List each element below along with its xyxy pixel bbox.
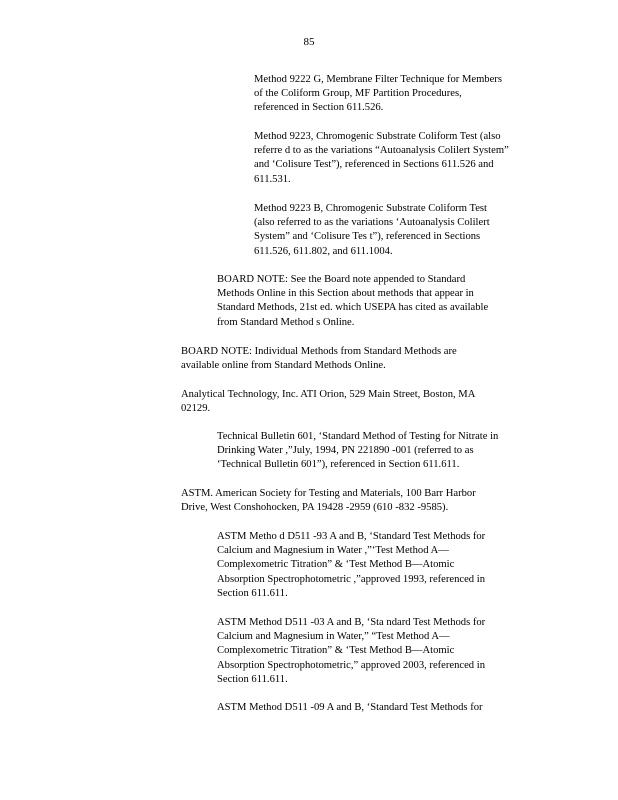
text-line: Section 611.611. [217, 587, 288, 599]
text-line: 611.526, 611.802, and 611.1004. [254, 245, 393, 257]
text-line: Technical Bulletin 601, ‘Standard Method of Testing for Nitrate in [217, 431, 499, 442]
text-line: from Standard Method s Online. [217, 316, 355, 328]
text-line: Absorption Spectrophotometric ,”approved 1993, referenced in [217, 573, 485, 585]
text-line: System” and ‘Colisure Tes t”), referenced in Sections [254, 231, 481, 243]
text-line: 611.531. [254, 173, 291, 185]
text-line: Drive, West Conshohocken, PA 19428 -2959 (610 -832 -9585). [181, 502, 449, 514]
text-line: 02129. [181, 403, 211, 415]
text-line: Complexometric Titration” & ‘Test Method B—Atomic [217, 645, 455, 657]
text-line: ASTM Method D511 -09 A and B, ‘Standard Test Methods for [217, 702, 483, 713]
text-line: referenced in Section 611.526. [254, 102, 384, 114]
text-line: BOARD NOTE: See the Board note appended to Standard [217, 274, 466, 285]
text-line: Absorption Spectrophotometric,” approved 2003, referenced in [217, 659, 485, 671]
text-line: ASTM. American Society for Testing and Materials, 100 Barr Harbor [181, 488, 476, 499]
text-line: ASTM Metho d D511 -93 A and B, ‘Standard Test Methods for [217, 531, 486, 542]
text-line: available online from Standard Methods Online. [181, 360, 386, 372]
text-line: BOARD NOTE: Individual Methods from Standard Methods are [181, 346, 457, 357]
paragraph-board-note-individual [181, 345, 537, 373]
text-line: Drinking Water ,”July, 1994, PN 221890 -001 (referred to as [217, 445, 474, 457]
text-line: (also referred to as the variations ‘Autoanalysis Colilert [254, 217, 490, 229]
paragraph-technical-bulletin [217, 430, 539, 473]
text-line: Method 9222 G, Membrane Filter Technique for Members [254, 74, 502, 85]
text-line: Method 9223 B, Chromogenic Substrate Coliform Test [254, 203, 487, 214]
paragraph-analytical-technology [181, 388, 537, 416]
page-number: 85 [303, 36, 315, 48]
text-line: Method 9223, Chromogenic Substrate Coliform Test (also [254, 131, 501, 142]
text-line: Analytical Technology, Inc. ATI Orion, 529 Main Street, Boston, MA [181, 389, 476, 400]
text-line: ASTM Method D511 -03 A and B, ‘Sta ndard Test Methods for [217, 617, 486, 628]
text-line: ‘Technical Bulletin 601”), referenced in Section 611.611. [217, 459, 460, 471]
text-line: Methods Online in this Section about methods that appear in [217, 288, 474, 300]
text-line: Standard Methods, 21st ed. which USEPA has cited as available [217, 302, 489, 314]
paragraph-method-9223 [254, 130, 534, 187]
text-line: and ‘Colisure Test”), referenced in Sections 611.526 and [254, 159, 494, 171]
paragraph-astm-d511-09 [217, 701, 539, 715]
text-line: of the Coliform Group, MF Partition Procedures, [254, 88, 462, 100]
text-line: Calcium and Magnesium in Water ,”‘Test Method A— [217, 545, 449, 557]
paragraph-method-9223b [254, 202, 534, 259]
text-line: Complexometric Titration” & ‘Test Method B—Atomic [217, 559, 455, 571]
paragraph-astm [181, 487, 537, 515]
paragraph-astm-d511-03 [217, 616, 539, 687]
paragraph-astm-d511-93 [217, 530, 539, 601]
text-line: Calcium and Magnesium in Water,” “Test Method A— [217, 631, 450, 643]
text-line: referre d to as the variations “Autoanalysis Colilert System” [254, 145, 509, 157]
paragraph-method-9222g [254, 73, 534, 116]
text-line: Section 611.611. [217, 673, 288, 685]
paragraph-board-note-online [217, 273, 539, 330]
